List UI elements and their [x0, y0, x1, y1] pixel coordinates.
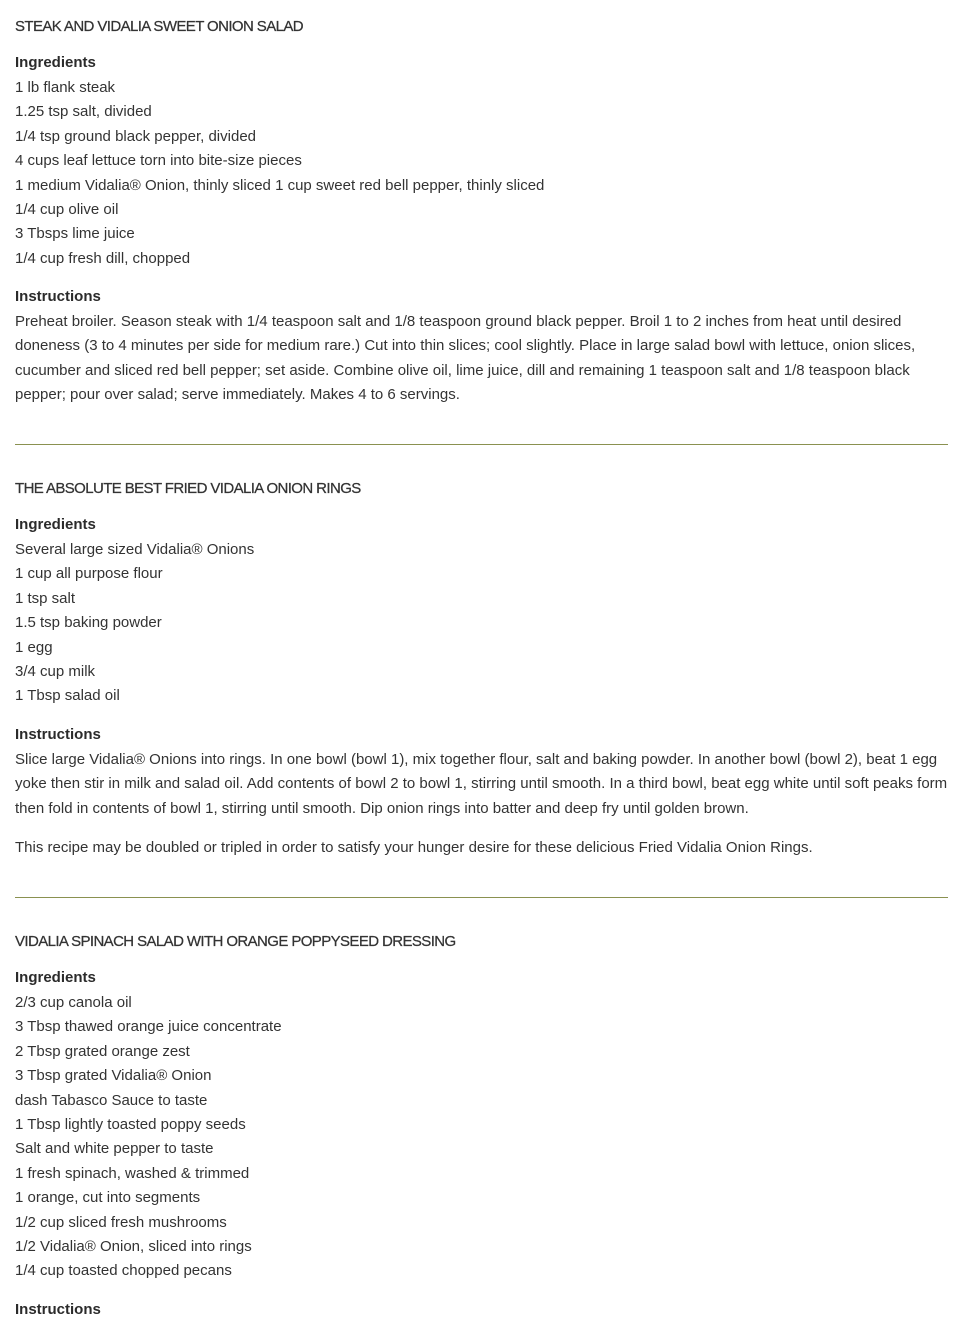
ingredient-item: 1/4 cup olive oil	[15, 200, 119, 218]
ingredient-item: 1 fresh spinach, washed & trimmed	[15, 1164, 250, 1182]
instructions-text: Preheat broiler. Season steak with 1/4 teaspoon salt and 1/8 teaspoon ground black pepper. Broil 1 to 2 inches from heat until desired doneness (3 to 4 minutes per side for medium rare.) Cut into thin slices; cool slightly. Place in large salad bowl with lettuce, onion slices, cucumber and sliced red bell pepper; set aside. Combine olive oil, lime juice, dill and remaining 1 teaspoon salt and 1/8 teaspoon black pepper; pour over salad; serve immediately. Makes 4 to 6 servings.	[15, 313, 916, 404]
ingredient-item: Salt and white pepper to taste	[15, 1140, 214, 1158]
ingredient-item: 3 Tbsps lime juice	[15, 225, 135, 243]
ingredient-item: 3/4 cup milk	[15, 662, 96, 680]
instructions-heading: Instructions	[15, 288, 101, 305]
ingredient-item: dash Tabasco Sauce to taste	[15, 1091, 208, 1109]
ingredient-item: 1 medium Vidalia® Onion, thinly sliced 1 cup sweet red bell pepper, thinly sliced	[15, 176, 545, 194]
ingredient-item: 2 Tbsp grated orange zest	[15, 1042, 190, 1060]
ingredient-item: 1 lb flank steak	[15, 79, 116, 96]
ingredient-item: 1/4 cup fresh dill, chopped	[15, 249, 191, 267]
instructions-heading: Instructions	[15, 726, 101, 743]
ingredient-item: 1 Tbsp lightly toasted poppy seeds	[15, 1115, 246, 1133]
ingredient-list	[15, 991, 282, 1284]
ingredient-item: 1 cup all purpose flour	[15, 565, 163, 583]
ingredient-item: 1/4 cup toasted chopped pecans	[15, 1262, 232, 1280]
ingredient-item: Several large sized Vidalia® Onions	[15, 541, 255, 558]
ingredient-list	[15, 538, 254, 709]
ingredient-item: 4 cups leaf lettuce torn into bite-size pieces	[15, 152, 302, 170]
ingredient-item: 1 Tbsp salad oil	[15, 687, 120, 705]
recipe-title: STEAK AND VIDALIA SWEET ONION SALAD	[15, 18, 303, 35]
ingredients-heading: Ingredients	[15, 969, 96, 986]
ingredient-item: 3 Tbsp grated Vidalia® Onion	[15, 1067, 212, 1085]
ingredient-list	[15, 76, 544, 271]
recipe-title: VIDALIA SPINACH SALAD WITH ORANGE POPPYSEED DRESSING	[15, 933, 456, 950]
ingredient-item: 1/2 cup sliced fresh mushrooms	[15, 1213, 227, 1231]
recipe-note: This recipe may be doubled or tripled in order to satisfy your hunger desire for these delicious Fried Vidalia Onion Rings.	[15, 839, 813, 856]
ingredient-item: 1/4 tsp ground black pepper, divided	[15, 127, 257, 145]
ingredient-item: 2/3 cup canola oil	[15, 994, 132, 1011]
ingredient-item: 1 egg	[15, 638, 53, 656]
recipe-divider	[15, 897, 948, 898]
ingredients-heading: Ingredients	[15, 54, 96, 71]
instructions-text: Slice large Vidalia® Onions into rings. In one bowl (bowl 1), mix together flour, salt and baking powder. In another bowl (bowl 2), beat 1 egg yoke then stir in milk and salad oil. Add contents of bowl 2 to bowl 1, stirring until smooth. In a third bowl, beat egg white until soft peaks form then fold in contents of bowl 1, stirring until smooth. Dip onion rings into batter and deep fry until golden brown.	[15, 751, 948, 817]
ingredient-item: 3 Tbsp thawed orange juice concentrate	[15, 1018, 282, 1036]
recipe-title: THE ABSOLUTE BEST FRIED VIDALIA ONION RINGS	[15, 480, 361, 497]
instructions-heading: Instructions	[15, 1301, 101, 1318]
ingredient-item: 1.25 tsp salt, divided	[15, 103, 152, 121]
ingredient-item: 1 orange, cut into segments	[15, 1189, 201, 1207]
ingredient-item: 1/2 Vidalia® Onion, sliced into rings	[15, 1237, 252, 1255]
ingredient-item: 1 tsp salt	[15, 589, 76, 607]
ingredients-heading: Ingredients	[15, 516, 96, 533]
recipe-divider	[15, 444, 948, 445]
ingredient-item: 1.5 tsp baking powder	[15, 614, 162, 632]
